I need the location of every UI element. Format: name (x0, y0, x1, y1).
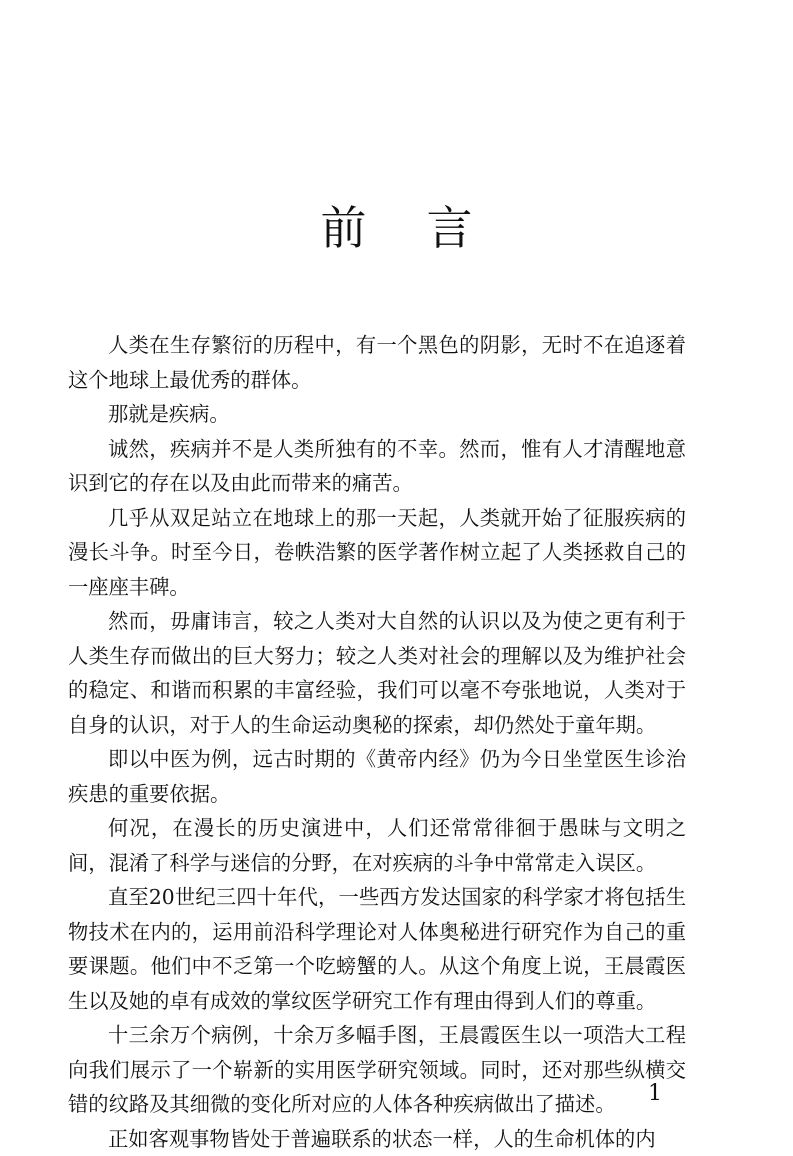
body-text (68, 328, 686, 1156)
paragraph: 正如客观事物皆处于普遍联系的状态一样，人的生命机体的内 (68, 1122, 686, 1156)
paragraph: 诚然，疾病并不是人类所独有的不幸。然而，惟有人才清醒地意识到它的存在以及由此而带来的痛苦。 (68, 432, 686, 501)
paragraph: 即以中医为例，远古时期的《黄帝内经》仍为今日坐堂医生诊治疾患的重要依据。 (68, 742, 686, 811)
paragraph: 那就是疾病。 (68, 397, 686, 432)
paragraph: 几乎从双足站立在地球上的那一天起，人类就开始了征服疾病的漫长斗争。时至今日，卷帙浩繁的医学著作树立起了人类拯救自己的一座座丰碑。 (68, 501, 686, 605)
paragraph: 何况，在漫长的历史演进中，人们还常常徘徊于愚昧与文明之间，混淆了科学与迷信的分野，在对疾病的斗争中常常走入误区。 (68, 811, 686, 880)
paragraph: 十三余万个病例，十余万多幅手图，王晨霞医生以一项浩大工程向我们展示了一个崭新的实用医学研究领域。同时，还对那些纵横交错的纹路及其细微的变化所对应的人体各种疾病做出了描述。 (68, 1018, 686, 1122)
paragraph: 然而，毋庸讳言，较之人类对大自然的认识以及为使之更有利于人类生存而做出的巨大努力；较之人类对社会的理解以及为维护社会的稳定、和谐而积累的丰富经验，我们可以毫不夸张地说，人类对于自身的认识，对于人的生命运动奥秘的探索，却仍然处于童年期。 (68, 604, 686, 742)
paragraph: 人类在生存繁衍的历程中，有一个黑色的阴影，无时不在追逐着这个地球上最优秀的群体。 (68, 328, 686, 397)
page-title: 前言 (0, 198, 793, 258)
page-number: 1 (648, 1082, 662, 1106)
paragraph: 直至20世纪三四十年代，一些西方发达国家的科学家才将包括生物技术在内的，运用前沿科学理论对人体奥秘进行研究作为自己的重要课题。他们中不乏第一个吃螃蟹的人。从这个角度上说，王晨霞医生以及她的卓有成效的掌纹医学研究工作有理由得到人们的尊重。 (68, 880, 686, 1018)
